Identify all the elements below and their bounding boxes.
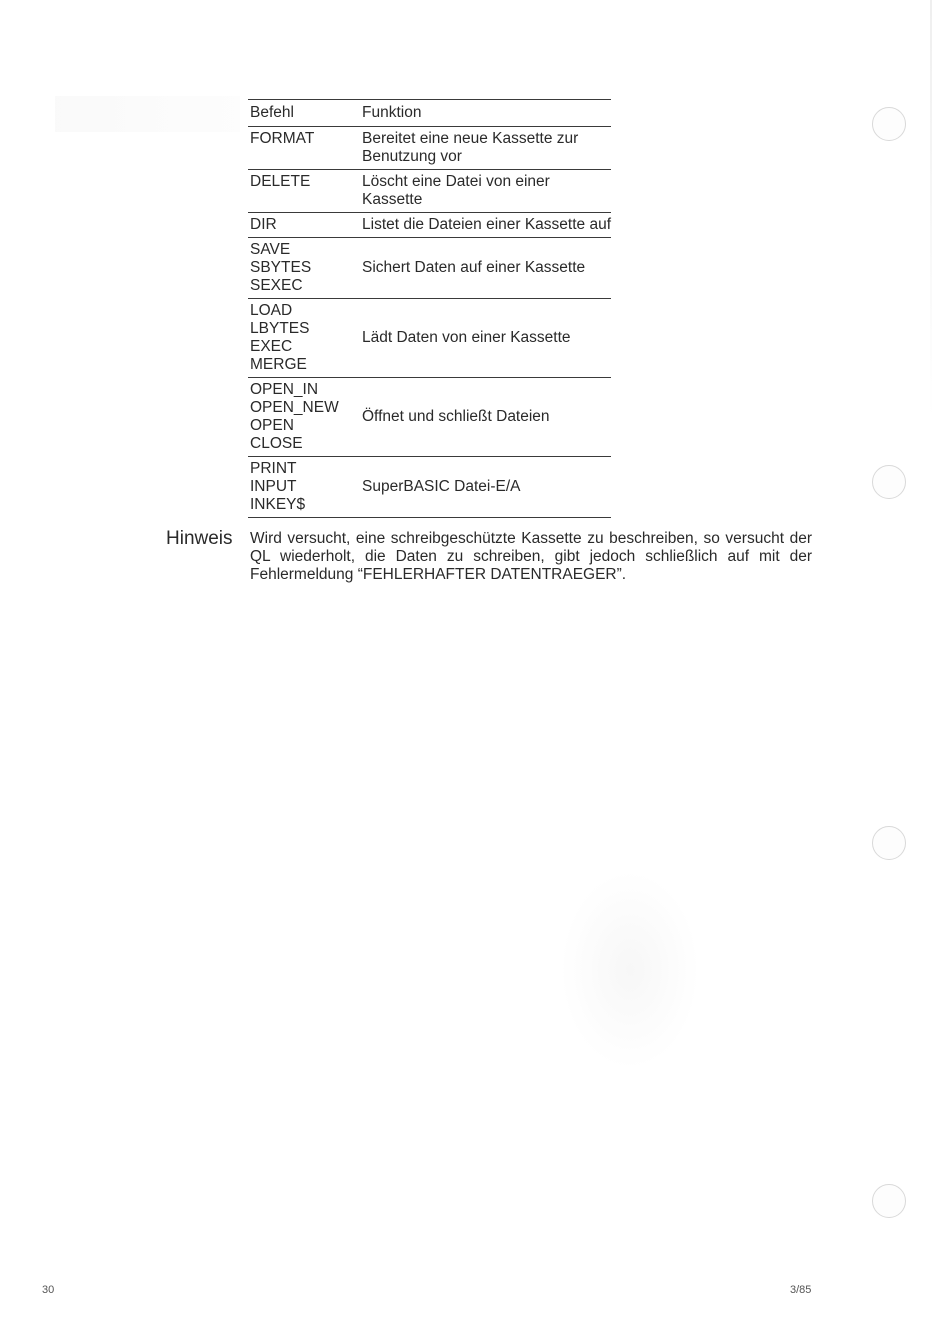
- binder-hole-1: [872, 107, 906, 141]
- note-heading: Hinweis: [166, 528, 233, 549]
- command-name: CLOSE: [250, 435, 303, 452]
- table-row: [248, 213, 611, 238]
- command-name: PRINT: [250, 460, 297, 477]
- header-function: Funktion: [362, 104, 422, 121]
- table-header-row: [248, 100, 611, 127]
- command-cell: [248, 127, 360, 170]
- command-name: LOAD: [250, 302, 293, 319]
- table-row: [248, 299, 611, 378]
- function-cell: Sichert Daten auf einer Kassette: [362, 259, 586, 276]
- binder-hole-4: [872, 1184, 906, 1218]
- page-number: 30: [42, 1284, 55, 1296]
- paper-speckle: [560, 870, 700, 1070]
- function-cell: Löscht eine Datei von einer Kassette: [362, 173, 550, 208]
- page-edge-shadow: [930, 0, 932, 420]
- function-cell: Lädt Daten von einer Kassette: [362, 329, 571, 346]
- note-paragraph: Wird versucht, eine schreibgeschützte Kassette zu beschreiben, so versucht der QL wiederholt, die Daten zu schreiben, gibt jedoch schließlich auf mit der Fehlermeldung “FEHLERHAFTER DATENTRAEGER”.: [250, 530, 812, 583]
- command-name: SAVE: [250, 241, 291, 258]
- command-name: DIR: [250, 216, 277, 233]
- command-name: OPEN_IN: [250, 381, 319, 398]
- command-table: [248, 99, 611, 518]
- table-row: [248, 457, 611, 518]
- function-cell: Öffnet und schließt Dateien: [362, 408, 550, 425]
- command-name: INPUT: [250, 478, 297, 495]
- command-cell: [248, 378, 360, 457]
- command-name: DELETE: [250, 173, 311, 190]
- table-row: [248, 238, 611, 299]
- command-name: FORMAT: [250, 130, 315, 147]
- command-cell: [248, 457, 360, 518]
- command-name: SBYTES: [250, 259, 312, 276]
- binder-hole-3: [872, 826, 906, 860]
- binder-hole-2: [872, 465, 906, 499]
- command-name: EXEC: [250, 338, 293, 355]
- command-name: SEXEC: [250, 277, 303, 294]
- command-cell: [248, 213, 360, 238]
- table-row: [248, 127, 611, 170]
- command-name: OPEN_NEW: [250, 399, 339, 416]
- command-name: LBYTES: [250, 320, 310, 337]
- table-row: [248, 170, 611, 213]
- command-name: INKEY$: [250, 496, 306, 513]
- command-cell: [248, 299, 360, 378]
- command-cell: [248, 170, 360, 213]
- function-cell: Bereitet eine neue Kassette zur Benutzung vor: [362, 130, 579, 165]
- show-through-text: [55, 96, 240, 132]
- header-command: Befehl: [250, 104, 294, 121]
- command-cell: [248, 238, 360, 299]
- command-name: OPEN: [250, 417, 294, 434]
- command-name: MERGE: [250, 356, 307, 373]
- function-cell: Listet die Dateien einer Kassette auf: [362, 216, 612, 233]
- function-cell: SuperBASIC Datei-E/A: [362, 478, 521, 495]
- table-row: [248, 378, 611, 457]
- edition-date: 3/85: [790, 1284, 812, 1296]
